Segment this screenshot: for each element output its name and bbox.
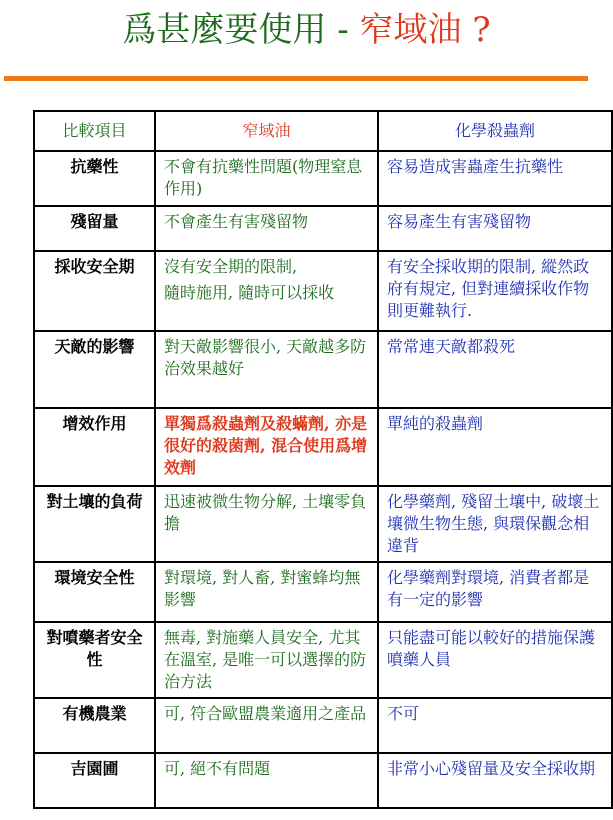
title-underline [4, 76, 588, 81]
row-chemical-cell: 只能盡可能以較好的措施保護噴藥人員 [378, 622, 612, 698]
row-chemical-cell: 非常小心殘留量及安全採收期 [378, 753, 612, 808]
table-row [34, 206, 612, 251]
header-chemical: 化學殺蟲劑 [378, 111, 612, 151]
row-item: 增效作用 [34, 408, 155, 486]
oil-line: 沒有安全期的限制, [164, 257, 298, 276]
row-item: 環境安全性 [34, 562, 155, 622]
row-chemical-cell: 常常連天敵都殺死 [378, 331, 612, 408]
header-item: 比較項目 [34, 111, 155, 151]
row-item: 對噴藥者安全性 [34, 622, 155, 698]
table-row [34, 331, 612, 408]
table-row [34, 408, 612, 486]
table-row [34, 486, 612, 562]
comparison-table [33, 110, 613, 809]
row-item: 吉園圃 [34, 753, 155, 808]
row-oil-cell: 可, 符合歐盟農業適用之產品 [155, 698, 378, 753]
row-oil-cell: 單獨爲殺蟲劑及殺蟎劑, 亦是很好的殺菌劑, 混合使用爲增效劑 [155, 408, 378, 486]
title-separator: - [326, 10, 360, 50]
table-header-row [34, 111, 612, 151]
page-title [0, 6, 613, 54]
row-item: 對土壤的負荷 [34, 486, 155, 562]
oil-line: 隨時施用, 隨時可以採收 [164, 283, 335, 302]
row-oil-cell: 無毒, 對施藥人員安全, 尤其在溫室, 是唯一可以選擇的防治方法 [155, 622, 378, 698]
row-item: 有機農業 [34, 698, 155, 753]
table-row [34, 151, 612, 206]
row-chemical-cell: 有安全採收期的限制, 縱然政府有規定, 但對連續採收作物則更難執行. [378, 251, 612, 331]
title-question: ? [461, 10, 491, 50]
row-item: 殘留量 [34, 206, 155, 251]
title-accent: 窄域油 [359, 10, 462, 50]
title-main: 爲甚麼要使用 [122, 10, 327, 50]
table-row [34, 622, 612, 698]
table-row [34, 753, 612, 808]
row-oil-cell [155, 251, 378, 331]
row-item: 抗藥性 [34, 151, 155, 206]
table-row [34, 251, 612, 331]
row-chemical-cell: 不可 [378, 698, 612, 753]
row-chemical-cell: 化學藥劑, 殘留土壤中, 破壞土壤微生物生態, 與環保觀念相違背 [378, 486, 612, 562]
row-chemical-cell: 容易造成害蟲產生抗藥性 [378, 151, 612, 206]
row-oil-cell: 可, 絕不有問題 [155, 753, 378, 808]
row-oil-cell: 不會產生有害殘留物 [155, 206, 378, 251]
header-oil: 窄域油 [155, 111, 378, 151]
row-chemical-cell: 單純的殺蟲劑 [378, 408, 612, 486]
row-item: 採收安全期 [34, 251, 155, 331]
row-oil-cell: 對環境, 對人畜, 對蜜蜂均無影響 [155, 562, 378, 622]
row-oil-cell: 迅速被微生物分解, 土壤零負擔 [155, 486, 378, 562]
table-row [34, 562, 612, 622]
row-chemical-cell: 化學藥劑對環境, 消費者都是有一定的影響 [378, 562, 612, 622]
table-row [34, 698, 612, 753]
row-chemical-cell: 容易產生有害殘留物 [378, 206, 612, 251]
row-item: 天敵的影響 [34, 331, 155, 408]
row-oil-cell: 不會有抗藥性問題(物理窒息作用) [155, 151, 378, 206]
row-oil-cell: 對天敵影響很小, 天敵越多防治效果越好 [155, 331, 378, 408]
